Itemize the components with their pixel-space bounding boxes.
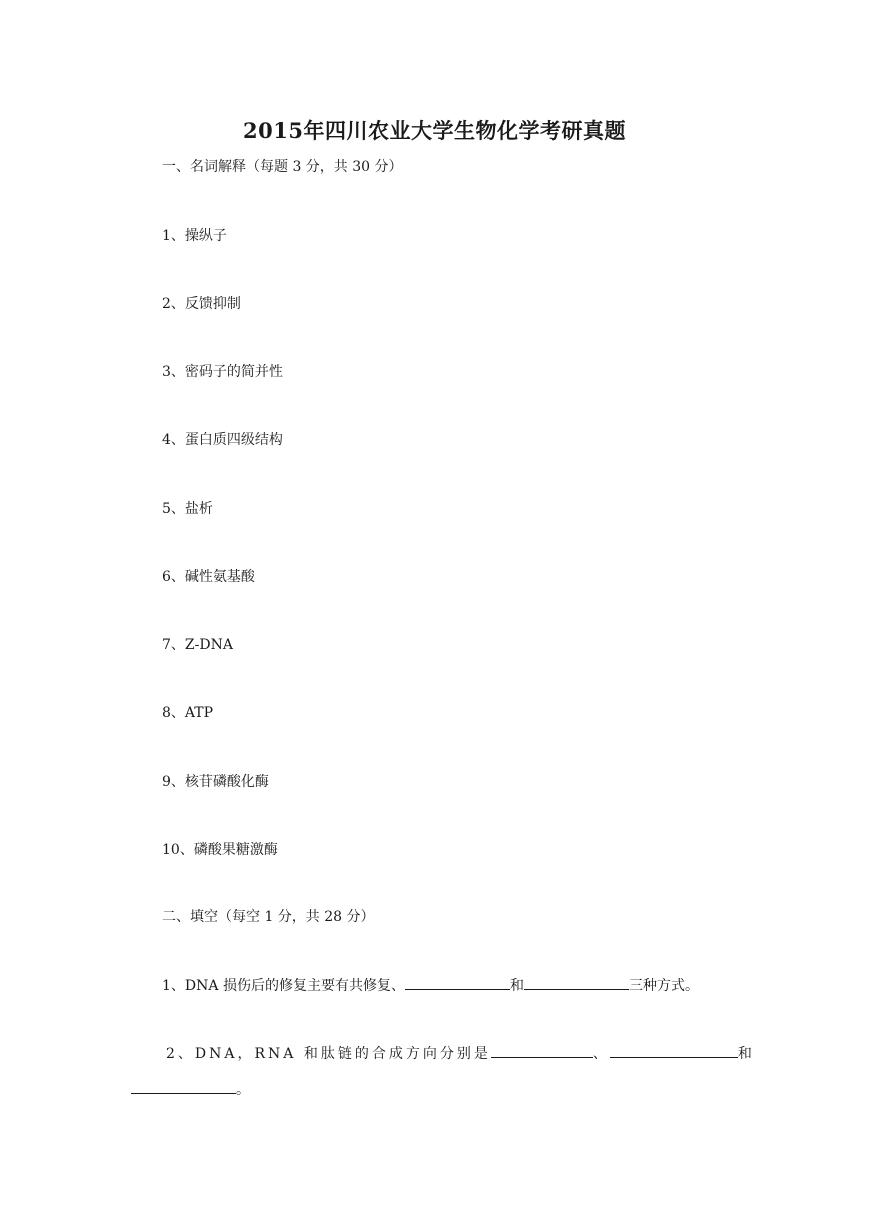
term-item-4: 4、蛋白质四级结构 [162, 432, 283, 448]
q1-suffix: 三种方式。 [628, 978, 699, 994]
q1-prefix: 1、DNA 损伤后的修复主要有共修复、 [162, 978, 405, 994]
term-item-8: 8、ATP [162, 705, 214, 721]
term-item-6: 6、碱性氨基酸 [162, 569, 255, 585]
term-item-10: 10、磷酸果糖激酶 [162, 842, 278, 858]
q2-mid: 和 [737, 1046, 755, 1062]
q2-prefix: 2、DNA，RNA 和肽链的合成方向分别是 [166, 1046, 491, 1062]
q2-sep: 、 [592, 1046, 610, 1062]
q2-suffix: 。 [236, 1082, 250, 1098]
answer-blank [491, 1044, 593, 1058]
term-item-1: 1、操纵子 [162, 228, 227, 244]
term-item-9: 9、核苷磷酸化酶 [162, 774, 269, 790]
q1-mid: 和 [509, 978, 524, 994]
fill-question-2-cont [131, 1080, 250, 1100]
term-item-2: 2、反馈抑制 [162, 296, 241, 312]
answer-blank [131, 1080, 236, 1094]
fill-question-2 [166, 1044, 755, 1064]
answer-blank [524, 976, 629, 990]
section2-heading: 二、填空（每空 1 分，共 28 分） [162, 909, 375, 925]
page-title: 2015年四川农业大学生物化学考研真题 [243, 118, 626, 143]
answer-blank [610, 1044, 738, 1058]
answer-blank [405, 976, 510, 990]
term-item-5: 5、盐析 [162, 501, 213, 517]
section1-heading: 一、名词解释（每题 3 分，共 30 分） [162, 159, 403, 175]
term-item-3: 3、密码子的简并性 [162, 364, 283, 380]
fill-question-1 [162, 976, 699, 996]
term-item-7: 7、Z-DNA [162, 637, 233, 653]
